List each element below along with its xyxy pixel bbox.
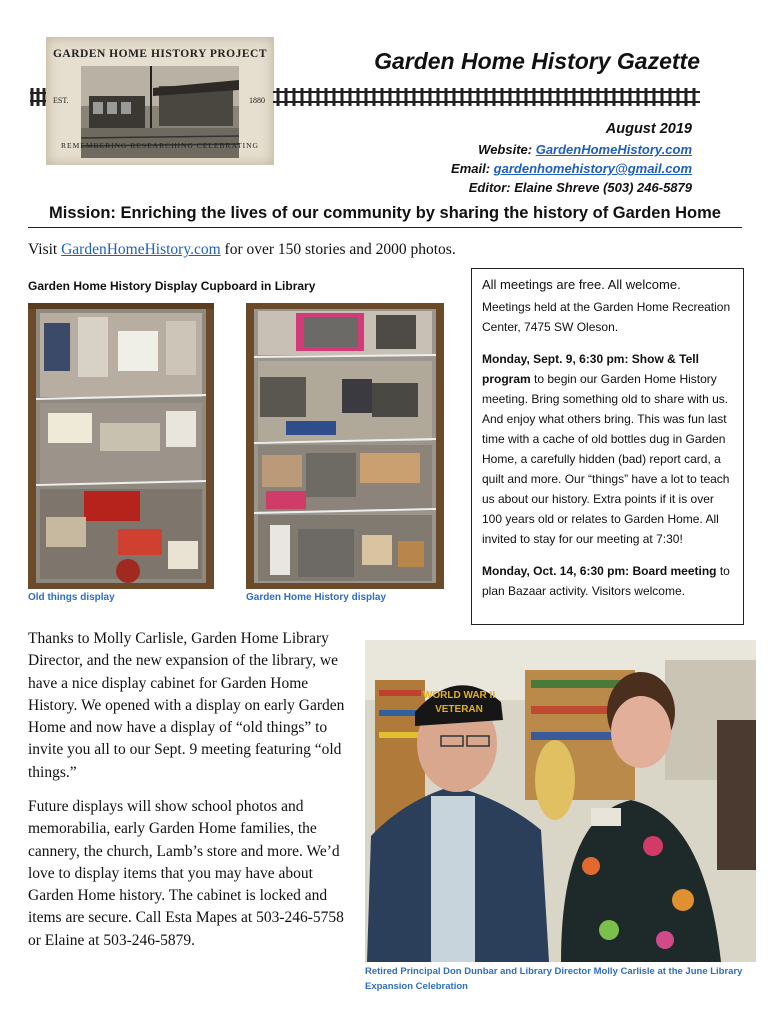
oct-meeting [482, 561, 733, 601]
mission-statement: Mission: Enriching the lives of our community by sharing the history of Garden Home [28, 204, 742, 228]
oct-meeting-title: Monday, Oct. 14, 6:30 pm: Board meeting [482, 564, 717, 578]
celebration-photo [365, 640, 756, 962]
sept-meeting-title: Monday, Sept. 9, 6:30 pm: Show & Tell program [482, 352, 699, 386]
visit-link[interactable]: GardenHomeHistory.com [61, 241, 221, 258]
article-para-1: Thanks to Molly Carlisle, Garden Home Library Director, and the new expansion of the library, we have a nice display cabinet for Garden Home History. We opened with a display on early Garden Home and now have a display of “old things” to invite you all to our Sept. 9 meeting featuring “old things.” [28, 630, 345, 781]
editor-line: Editor: Elaine Shreve (503) 246-5879 [468, 180, 692, 195]
website-label: Website: [478, 142, 536, 157]
email-label: Email: [451, 161, 494, 176]
website-line [478, 142, 692, 157]
gazette-title: Garden Home History Gazette [374, 48, 700, 74]
hat-text-line-2: VETERAN [435, 704, 483, 715]
celebration-photo-caption: Retired Principal Don Dunbar and Library Director Molly Carlisle at the June Library Expansion Celebration [365, 966, 743, 992]
article-para-2: Future displays will show school photos and memorabilia, early Garden Home families, the cannery, the church, Lamb’s store and more. We’d love to display items that you may have about Garden Home history. The cabinet is locked and items are secure. Call Esta Mapes at 503-246-5758 or Elaine at 503-246-5879. [28, 798, 344, 949]
meetings-intro-location: Meetings held at the Garden Home Recreation Center, 7475 SW Oleson. [482, 300, 731, 334]
cupboard-heading: Garden Home History Display Cupboard in Library [28, 279, 316, 293]
old-things-display-photo [28, 303, 214, 589]
hat-text-line-1: WORLD WAR II [422, 690, 496, 701]
website-link[interactable]: GardenHomeHistory.com [535, 142, 692, 157]
meetings-intro-free: All meetings are free. All welcome. [482, 277, 681, 292]
visit-prefix: Visit [28, 241, 62, 258]
email-link[interactable]: gardenhomehistory@gmail.com [493, 161, 692, 176]
visit-line [28, 241, 456, 259]
logo-year: 1880 [249, 96, 265, 105]
sept-meeting [482, 349, 733, 549]
caption-history-display: Garden Home History display [246, 592, 387, 603]
railroad-track-divider [30, 86, 700, 108]
logo-motto: REMEMBERING RESEARCHING CELEBRATING [61, 141, 259, 150]
oct-meeting-text: to plan Bazaar activity. Visitors welcome. [482, 564, 730, 598]
logo-est: EST. [53, 96, 69, 105]
caption-old-things: Old things display [28, 592, 115, 603]
sept-meeting-text: to begin our Garden Home History meeting. Bring something old to share with us. And enjoy what others bring. This was fun last time with a cache of old bottles dug in Garden Home, a carefully hidden (bad) report card, a quilt and more. Our “things” have a lot to teach us about our history. Extra points if it is over 100 years old or relates to Garden Home. All invited to stay for our meeting at 7:30! [482, 372, 730, 546]
issue-date: August 2019 [605, 121, 692, 137]
visit-suffix: for over 150 stories and 2000 photos. [220, 241, 456, 258]
meetings-box [471, 268, 744, 625]
logo-title: GARDEN HOME HISTORY PROJECT [52, 48, 268, 60]
email-line [451, 161, 692, 176]
history-display-photo [246, 303, 444, 589]
